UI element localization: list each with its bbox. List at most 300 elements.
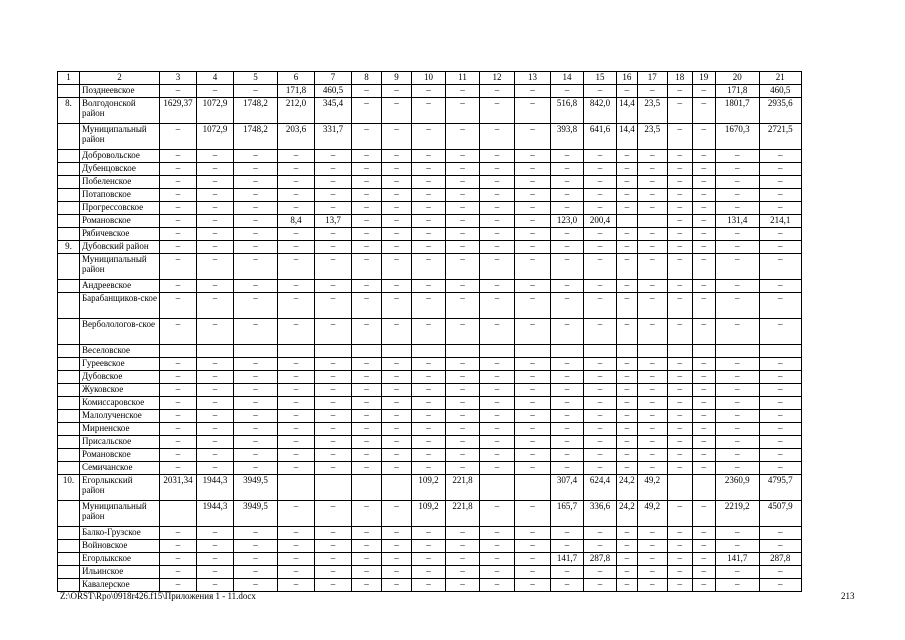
value-cell: –	[584, 241, 617, 254]
header-cell: 8	[352, 72, 382, 85]
value-cell: –	[480, 397, 515, 410]
value-cell: –	[617, 540, 638, 553]
value-cell: –	[692, 124, 715, 150]
value-cell: –	[412, 579, 446, 592]
value-cell: –	[692, 241, 715, 254]
row-number-cell	[58, 215, 80, 228]
value-cell: –	[637, 189, 667, 202]
value-cell: –	[234, 85, 278, 98]
value-cell: –	[480, 371, 515, 384]
value-cell: –	[637, 423, 667, 436]
row-name-cell: Жуковское	[80, 384, 160, 397]
value-cell: –	[480, 384, 515, 397]
value-cell: –	[617, 566, 638, 579]
value-cell: –	[759, 241, 801, 254]
row-name-cell: Егорлыкский район	[80, 475, 160, 501]
value-cell: –	[382, 98, 412, 124]
value-cell: 307,4	[551, 475, 584, 501]
row-number-cell	[58, 579, 80, 592]
value-cell: –	[234, 449, 278, 462]
value-cell: –	[197, 462, 234, 475]
row-number-cell	[58, 423, 80, 436]
value-cell: –	[446, 371, 480, 384]
value-cell: –	[352, 579, 382, 592]
value-cell: –	[637, 293, 667, 319]
table-row	[58, 462, 802, 475]
value-cell: –	[480, 293, 515, 319]
table-row	[58, 501, 802, 527]
value-cell: –	[759, 280, 801, 293]
value-cell: –	[160, 579, 197, 592]
value-cell: –	[515, 85, 551, 98]
value-cell: –	[315, 358, 352, 371]
value-cell: –	[412, 241, 446, 254]
row-name-cell: Романовское	[80, 449, 160, 462]
value-cell: –	[278, 280, 315, 293]
value-cell: –	[197, 293, 234, 319]
value-cell: –	[315, 384, 352, 397]
value-cell: –	[759, 449, 801, 462]
row-number-cell: 8.	[58, 98, 80, 124]
row-name-cell: Егорлыкское	[80, 553, 160, 566]
value-cell: –	[480, 579, 515, 592]
value-cell: –	[692, 423, 715, 436]
value-cell: 165,7	[551, 501, 584, 527]
row-name-cell: Кавалерское	[80, 579, 160, 592]
value-cell: –	[692, 371, 715, 384]
value-cell: –	[352, 124, 382, 150]
value-cell: 4507,9	[759, 501, 801, 527]
value-cell: –	[515, 163, 551, 176]
value-cell	[617, 215, 638, 228]
value-cell: –	[617, 410, 638, 423]
value-cell: –	[759, 566, 801, 579]
value-cell: –	[480, 566, 515, 579]
value-cell: –	[637, 319, 667, 345]
value-cell: –	[352, 254, 382, 280]
table-body	[58, 72, 802, 592]
table-row	[58, 293, 802, 319]
value-cell: –	[234, 462, 278, 475]
value-cell: –	[551, 228, 584, 241]
value-cell: –	[667, 98, 692, 124]
value-cell: –	[759, 228, 801, 241]
value-cell: 460,5	[759, 85, 801, 98]
value-cell: 109,2	[412, 501, 446, 527]
value-cell: –	[759, 462, 801, 475]
value-cell: –	[412, 85, 446, 98]
value-cell: –	[480, 85, 515, 98]
value-cell: –	[315, 371, 352, 384]
value-cell: 212,0	[278, 98, 315, 124]
value-cell: –	[692, 215, 715, 228]
value-cell: –	[382, 410, 412, 423]
value-cell: –	[352, 189, 382, 202]
value-cell: –	[352, 319, 382, 345]
value-cell: –	[234, 527, 278, 540]
value-cell: 1629,37	[160, 98, 197, 124]
row-number-cell	[58, 358, 80, 371]
value-cell: –	[715, 410, 759, 423]
value-cell: –	[197, 150, 234, 163]
value-cell: –	[278, 527, 315, 540]
value-cell: –	[759, 150, 801, 163]
value-cell: –	[160, 540, 197, 553]
value-cell: 1748,2	[234, 124, 278, 150]
table-row	[58, 449, 802, 462]
value-cell: –	[352, 228, 382, 241]
value-cell	[160, 345, 197, 358]
value-cell: –	[234, 540, 278, 553]
value-cell: –	[480, 280, 515, 293]
value-cell: –	[692, 85, 715, 98]
value-cell: –	[382, 501, 412, 527]
value-cell: –	[480, 540, 515, 553]
row-number-cell	[58, 189, 80, 202]
value-cell: –	[515, 501, 551, 527]
value-cell: –	[278, 163, 315, 176]
value-cell: –	[715, 293, 759, 319]
value-cell: –	[234, 410, 278, 423]
value-cell: –	[278, 293, 315, 319]
value-cell: –	[446, 319, 480, 345]
value-cell: –	[446, 98, 480, 124]
value-cell	[637, 345, 667, 358]
value-cell: 1748,2	[234, 98, 278, 124]
value-cell: 8,4	[278, 215, 315, 228]
row-name-cell: Андреевское	[80, 280, 160, 293]
value-cell: –	[637, 566, 667, 579]
value-cell: 14,4	[617, 98, 638, 124]
row-name-cell: Малолученское	[80, 410, 160, 423]
value-cell: –	[446, 358, 480, 371]
row-number-cell	[58, 176, 80, 189]
value-cell: –	[382, 397, 412, 410]
value-cell: –	[480, 527, 515, 540]
table-row	[58, 202, 802, 215]
row-name-cell: Комиссаровское	[80, 397, 160, 410]
value-cell: –	[637, 254, 667, 280]
value-cell: –	[197, 319, 234, 345]
value-cell: –	[584, 280, 617, 293]
value-cell: –	[234, 202, 278, 215]
value-cell: –	[352, 293, 382, 319]
value-cell: –	[515, 254, 551, 280]
value-cell: –	[551, 85, 584, 98]
header-cell: 21	[759, 72, 801, 85]
value-cell: –	[160, 176, 197, 189]
header-cell: 18	[667, 72, 692, 85]
value-cell	[278, 345, 315, 358]
value-cell: –	[412, 254, 446, 280]
value-cell: –	[637, 410, 667, 423]
table-row	[58, 423, 802, 436]
value-cell: 287,8	[584, 553, 617, 566]
value-cell: 171,8	[278, 85, 315, 98]
value-cell: –	[315, 501, 352, 527]
value-cell: –	[480, 436, 515, 449]
value-cell: –	[234, 384, 278, 397]
value-cell	[446, 345, 480, 358]
value-cell: –	[692, 176, 715, 189]
row-name-cell: Муниципальный район	[80, 124, 160, 150]
value-cell: –	[667, 124, 692, 150]
table-row	[58, 397, 802, 410]
value-cell: –	[551, 540, 584, 553]
table-row	[58, 241, 802, 254]
value-cell: –	[412, 436, 446, 449]
value-cell	[382, 475, 412, 501]
value-cell: –	[515, 540, 551, 553]
header-cell: 5	[234, 72, 278, 85]
value-cell	[160, 501, 197, 527]
value-cell: –	[617, 228, 638, 241]
value-cell: –	[160, 423, 197, 436]
value-cell: –	[412, 176, 446, 189]
value-cell: –	[382, 462, 412, 475]
value-cell: –	[234, 566, 278, 579]
row-number-cell	[58, 371, 80, 384]
value-cell: –	[197, 566, 234, 579]
value-cell: –	[759, 254, 801, 280]
value-cell: –	[692, 384, 715, 397]
value-cell: –	[234, 553, 278, 566]
value-cell: –	[315, 527, 352, 540]
value-cell: –	[480, 501, 515, 527]
row-number-cell: 10.	[58, 475, 80, 501]
value-cell: –	[278, 462, 315, 475]
value-cell: –	[480, 202, 515, 215]
value-cell: –	[352, 566, 382, 579]
value-cell: –	[197, 540, 234, 553]
value-cell: –	[197, 358, 234, 371]
value-cell: –	[315, 397, 352, 410]
value-cell: –	[584, 436, 617, 449]
value-cell: –	[692, 436, 715, 449]
value-cell: –	[584, 150, 617, 163]
value-cell: –	[692, 397, 715, 410]
value-cell: –	[382, 527, 412, 540]
value-cell: –	[692, 293, 715, 319]
value-cell: –	[637, 384, 667, 397]
row-name-cell: Дубовский район	[80, 241, 160, 254]
value-cell: –	[584, 410, 617, 423]
value-cell: –	[446, 254, 480, 280]
value-cell: 2219,2	[715, 501, 759, 527]
value-cell: –	[515, 410, 551, 423]
value-cell: –	[667, 501, 692, 527]
value-cell: –	[551, 293, 584, 319]
value-cell: –	[551, 358, 584, 371]
value-cell: –	[667, 150, 692, 163]
value-cell: –	[278, 540, 315, 553]
value-cell: –	[278, 436, 315, 449]
value-cell: –	[584, 579, 617, 592]
value-cell: –	[667, 579, 692, 592]
value-cell	[315, 345, 352, 358]
value-cell: –	[446, 215, 480, 228]
value-cell: –	[759, 397, 801, 410]
table-row	[58, 553, 802, 566]
value-cell: –	[382, 163, 412, 176]
row-name-cell: Гуреевское	[80, 358, 160, 371]
value-cell: –	[715, 319, 759, 345]
row-name-cell: Войновское	[80, 540, 160, 553]
value-cell: –	[551, 527, 584, 540]
value-cell: –	[352, 98, 382, 124]
value-cell: –	[352, 384, 382, 397]
value-cell: –	[480, 163, 515, 176]
value-cell: –	[412, 163, 446, 176]
value-cell: –	[617, 319, 638, 345]
value-cell: –	[551, 176, 584, 189]
value-cell: –	[759, 293, 801, 319]
value-cell: –	[446, 527, 480, 540]
row-name-cell: Верболологов-ское	[80, 319, 160, 345]
value-cell	[352, 345, 382, 358]
value-cell: –	[382, 150, 412, 163]
value-cell: –	[315, 202, 352, 215]
row-number-cell	[58, 462, 80, 475]
value-cell: –	[515, 423, 551, 436]
value-cell: –	[278, 176, 315, 189]
value-cell: –	[234, 228, 278, 241]
value-cell: –	[715, 280, 759, 293]
value-cell: –	[515, 553, 551, 566]
value-cell: –	[197, 553, 234, 566]
row-number-cell	[58, 202, 80, 215]
value-cell: –	[617, 163, 638, 176]
value-cell: –	[480, 449, 515, 462]
value-cell: –	[197, 215, 234, 228]
value-cell: –	[234, 280, 278, 293]
value-cell: 516,8	[551, 98, 584, 124]
value-cell: –	[715, 540, 759, 553]
row-name-cell: Муниципальный район	[80, 501, 160, 527]
value-cell: –	[315, 241, 352, 254]
value-cell: –	[515, 189, 551, 202]
value-cell: –	[382, 176, 412, 189]
value-cell: 14,4	[617, 124, 638, 150]
value-cell: –	[160, 397, 197, 410]
table-row	[58, 358, 802, 371]
value-cell: –	[197, 449, 234, 462]
value-cell: –	[617, 462, 638, 475]
value-cell: 49,2	[637, 475, 667, 501]
value-cell: –	[515, 462, 551, 475]
value-cell: –	[160, 189, 197, 202]
value-cell: –	[692, 98, 715, 124]
value-cell: –	[234, 579, 278, 592]
value-cell: –	[446, 150, 480, 163]
row-name-cell: Веселовское	[80, 345, 160, 358]
value-cell: –	[480, 462, 515, 475]
value-cell: –	[515, 241, 551, 254]
table-row	[58, 345, 802, 358]
header-cell: 9	[382, 72, 412, 85]
value-cell: –	[715, 150, 759, 163]
value-cell: –	[637, 280, 667, 293]
row-number-cell	[58, 293, 80, 319]
table-row	[58, 384, 802, 397]
value-cell: –	[278, 579, 315, 592]
value-cell: –	[315, 293, 352, 319]
table-row	[58, 215, 802, 228]
value-cell: –	[315, 319, 352, 345]
value-cell: –	[234, 254, 278, 280]
header-cell: 10	[412, 72, 446, 85]
value-cell: –	[315, 436, 352, 449]
value-cell: –	[667, 189, 692, 202]
row-name-cell: Муниципальный район	[80, 254, 160, 280]
value-cell: –	[617, 384, 638, 397]
value-cell: –	[382, 241, 412, 254]
value-cell: –	[480, 241, 515, 254]
value-cell: –	[480, 423, 515, 436]
value-cell: –	[278, 189, 315, 202]
value-cell: –	[551, 189, 584, 202]
value-cell: –	[160, 462, 197, 475]
value-cell: –	[352, 163, 382, 176]
value-cell: –	[412, 410, 446, 423]
value-cell: –	[234, 436, 278, 449]
value-cell: –	[715, 449, 759, 462]
value-cell: –	[315, 228, 352, 241]
value-cell: 1944,3	[197, 475, 234, 501]
value-cell: –	[446, 462, 480, 475]
value-cell: –	[480, 176, 515, 189]
value-cell: –	[352, 527, 382, 540]
value-cell: 24,2	[617, 475, 638, 501]
value-cell: 171,8	[715, 85, 759, 98]
value-cell: –	[617, 371, 638, 384]
value-cell: –	[352, 202, 382, 215]
value-cell: –	[160, 228, 197, 241]
value-cell: –	[197, 254, 234, 280]
row-name-cell: Присальское	[80, 436, 160, 449]
value-cell: –	[515, 280, 551, 293]
value-cell: –	[278, 228, 315, 241]
value-cell: –	[637, 436, 667, 449]
value-cell: –	[446, 228, 480, 241]
value-cell: 214,1	[759, 215, 801, 228]
row-number-cell	[58, 345, 80, 358]
value-cell: –	[584, 462, 617, 475]
value-cell: –	[551, 423, 584, 436]
table-row	[58, 475, 802, 501]
value-cell: –	[515, 202, 551, 215]
value-cell: –	[715, 566, 759, 579]
value-cell: –	[278, 566, 315, 579]
value-cell: –	[160, 566, 197, 579]
value-cell: –	[759, 436, 801, 449]
value-cell: –	[446, 124, 480, 150]
row-name-cell: Дубенцовское	[80, 163, 160, 176]
value-cell: –	[667, 566, 692, 579]
value-cell: –	[715, 254, 759, 280]
value-cell: –	[315, 449, 352, 462]
value-cell: –	[160, 436, 197, 449]
value-cell: –	[584, 254, 617, 280]
value-cell: –	[278, 553, 315, 566]
table-row	[58, 436, 802, 449]
value-cell: –	[315, 462, 352, 475]
value-cell: –	[692, 319, 715, 345]
value-cell: –	[382, 319, 412, 345]
value-cell: –	[352, 371, 382, 384]
value-cell: 3949,5	[234, 475, 278, 501]
row-name-cell: Семичанское	[80, 462, 160, 475]
